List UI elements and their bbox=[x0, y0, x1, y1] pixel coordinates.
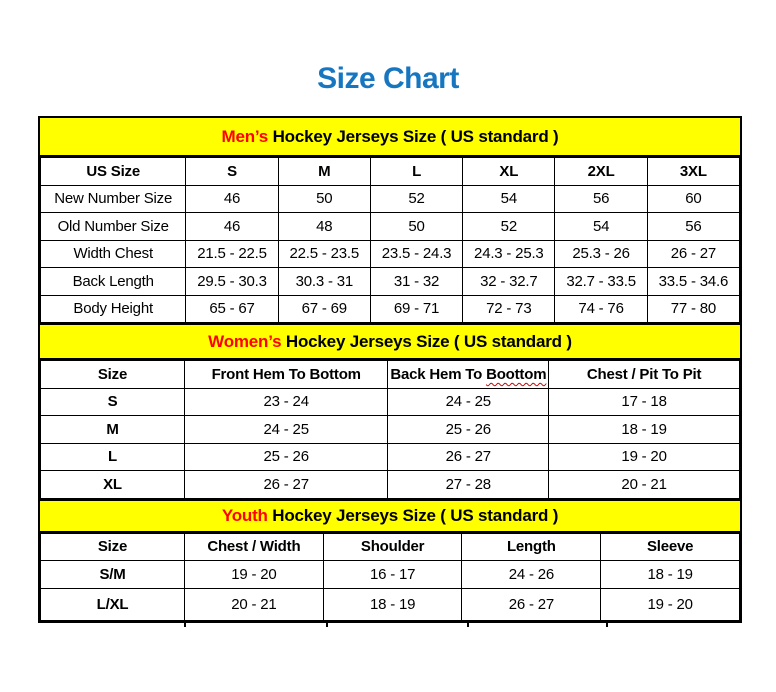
size-value-cell: 23 - 24 bbox=[184, 388, 387, 416]
size-value-cell: 18 - 19 bbox=[601, 561, 740, 589]
header-row bbox=[41, 533, 740, 561]
size-value-cell: 50 bbox=[370, 213, 462, 241]
size-value-cell: 48 bbox=[278, 213, 370, 241]
misspelled-word: Boottom bbox=[486, 365, 547, 383]
size-value-cell: 54 bbox=[555, 213, 647, 241]
section-header-womens-rest: Hockey Jerseys Size ( US standard ) bbox=[281, 332, 572, 351]
size-value-cell: 24 - 25 bbox=[388, 388, 549, 416]
column-header: Chest / Width bbox=[184, 533, 323, 561]
section-header-youth-highlight: Youth bbox=[221, 505, 268, 525]
gridline-stub bbox=[606, 621, 608, 627]
header-row bbox=[41, 158, 740, 186]
size-value-cell: 67 - 69 bbox=[278, 295, 370, 323]
section-header-youth bbox=[40, 499, 740, 533]
table-row bbox=[41, 388, 740, 416]
row-label: S bbox=[41, 388, 185, 416]
size-value-cell: 20 - 21 bbox=[184, 588, 323, 620]
table-row bbox=[41, 561, 740, 589]
column-header: Shoulder bbox=[323, 533, 462, 561]
size-value-cell: 46 bbox=[186, 185, 278, 213]
row-label: Old Number Size bbox=[41, 213, 186, 241]
section-header-mens-rest: Hockey Jerseys Size ( US standard ) bbox=[268, 127, 559, 146]
size-value-cell: 65 - 67 bbox=[186, 295, 278, 323]
row-label: S/M bbox=[41, 561, 185, 589]
size-value-cell: 74 - 76 bbox=[555, 295, 647, 323]
size-value-cell: 23.5 - 24.3 bbox=[370, 240, 462, 268]
size-value-cell: 19 - 20 bbox=[601, 588, 740, 620]
row-label: Width Chest bbox=[41, 240, 186, 268]
section-header-mens-highlight: Men’s bbox=[221, 127, 269, 146]
row-label: M bbox=[41, 416, 185, 444]
column-header: XL bbox=[463, 158, 555, 186]
size-value-cell: 19 - 20 bbox=[184, 561, 323, 589]
size-value-cell: 24.3 - 25.3 bbox=[463, 240, 555, 268]
column-header: 2XL bbox=[555, 158, 647, 186]
section-header-womens bbox=[40, 323, 740, 360]
table-row bbox=[41, 213, 740, 241]
column-header: S bbox=[186, 158, 278, 186]
size-value-cell: 18 - 19 bbox=[323, 588, 462, 620]
size-value-cell: 46 bbox=[186, 213, 278, 241]
row-label: L/XL bbox=[41, 588, 185, 620]
size-value-cell: 25 - 26 bbox=[184, 443, 387, 471]
gridline-stub bbox=[184, 621, 186, 627]
size-value-cell: 27 - 28 bbox=[388, 471, 549, 499]
size-value-cell: 21.5 - 22.5 bbox=[186, 240, 278, 268]
size-value-cell: 50 bbox=[278, 185, 370, 213]
row-label: Body Height bbox=[41, 295, 186, 323]
header-row bbox=[41, 361, 740, 389]
size-value-cell: 32.7 - 33.5 bbox=[555, 268, 647, 296]
row-label: XL bbox=[41, 471, 185, 499]
size-value-cell: 56 bbox=[555, 185, 647, 213]
size-value-cell: 26 - 27 bbox=[388, 443, 549, 471]
table-row bbox=[41, 416, 740, 444]
table-row bbox=[41, 185, 740, 213]
table-row bbox=[41, 471, 740, 499]
mens-size-table bbox=[40, 157, 740, 323]
column-header: Front Hem To Bottom bbox=[184, 361, 387, 389]
column-header: M bbox=[278, 158, 370, 186]
size-value-cell: 25 - 26 bbox=[388, 416, 549, 444]
row-label: L bbox=[41, 443, 185, 471]
size-value-cell: 54 bbox=[463, 185, 555, 213]
size-value-cell: 26 - 27 bbox=[184, 471, 387, 499]
table-row bbox=[41, 443, 740, 471]
column-header: US Size bbox=[41, 158, 186, 186]
row-label: New Number Size bbox=[41, 185, 186, 213]
size-value-cell: 33.5 - 34.6 bbox=[647, 268, 739, 296]
size-value-cell: 22.5 - 23.5 bbox=[278, 240, 370, 268]
size-value-cell: 56 bbox=[647, 213, 739, 241]
size-value-cell: 77 - 80 bbox=[647, 295, 739, 323]
size-value-cell: 25.3 - 26 bbox=[555, 240, 647, 268]
column-header: Back Hem To Boottom bbox=[388, 361, 549, 389]
row-label: Back Length bbox=[41, 268, 186, 296]
youth-size-table bbox=[40, 533, 740, 621]
size-value-cell: 31 - 32 bbox=[370, 268, 462, 296]
column-header: Size bbox=[41, 361, 185, 389]
table-row bbox=[41, 295, 740, 323]
size-value-cell: 20 - 21 bbox=[549, 471, 740, 499]
size-value-cell: 18 - 19 bbox=[549, 416, 740, 444]
size-value-cell: 19 - 20 bbox=[549, 443, 740, 471]
section-header-youth-rest: Hockey Jerseys Size ( US standard ) bbox=[267, 505, 559, 525]
table-row bbox=[41, 268, 740, 296]
size-value-cell: 26 - 27 bbox=[462, 588, 601, 620]
page-title: Size Chart bbox=[317, 62, 459, 95]
column-header: Size bbox=[41, 533, 185, 561]
womens-size-table bbox=[40, 360, 740, 499]
size-value-cell: 24 - 25 bbox=[184, 416, 387, 444]
column-header: Chest / Pit To Pit bbox=[549, 361, 740, 389]
size-value-cell: 52 bbox=[370, 185, 462, 213]
column-header: Sleeve bbox=[601, 533, 740, 561]
size-value-cell: 60 bbox=[647, 185, 739, 213]
column-header: 3XL bbox=[647, 158, 739, 186]
table-row bbox=[41, 240, 740, 268]
column-header: Length bbox=[462, 533, 601, 561]
size-value-cell: 17 - 18 bbox=[549, 388, 740, 416]
gridline-stub bbox=[467, 621, 469, 627]
gridline-stub bbox=[326, 621, 328, 627]
size-value-cell: 24 - 26 bbox=[462, 561, 601, 589]
size-value-cell: 52 bbox=[463, 213, 555, 241]
size-value-cell: 30.3 - 31 bbox=[278, 268, 370, 296]
column-header: L bbox=[370, 158, 462, 186]
size-value-cell: 72 - 73 bbox=[463, 295, 555, 323]
table-row bbox=[41, 588, 740, 620]
section-header-womens-highlight: Women’s bbox=[208, 332, 282, 351]
size-value-cell: 29.5 - 30.3 bbox=[186, 268, 278, 296]
section-header-mens bbox=[40, 118, 740, 157]
size-value-cell: 69 - 71 bbox=[370, 295, 462, 323]
size-value-cell: 32 - 32.7 bbox=[463, 268, 555, 296]
size-value-cell: 16 - 17 bbox=[323, 561, 462, 589]
size-value-cell: 26 - 27 bbox=[647, 240, 739, 268]
size-chart-container bbox=[38, 116, 742, 623]
